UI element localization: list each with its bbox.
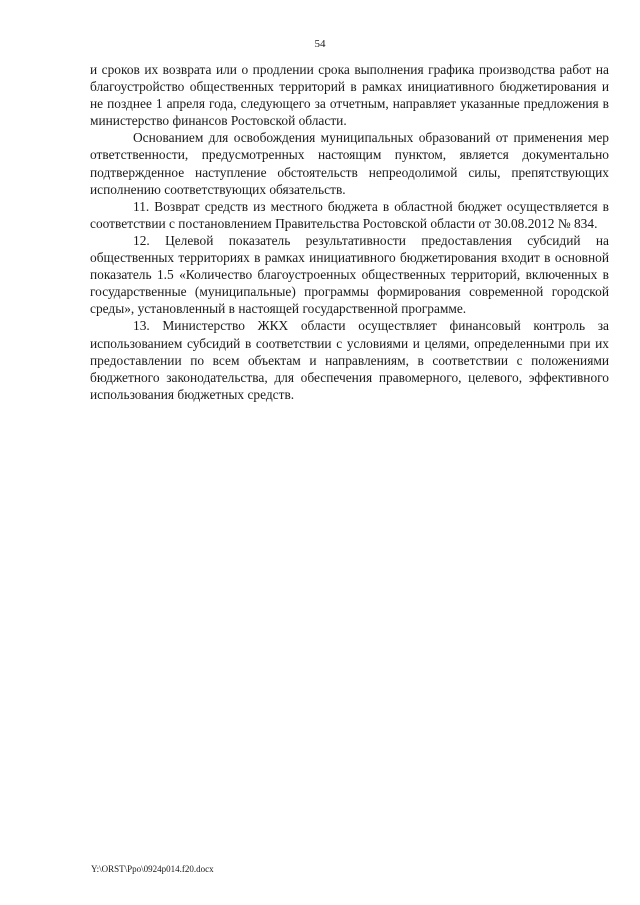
footer-file-path: Y:\ORST\Ppo\0924p014.f20.docx [91, 864, 214, 874]
paragraph-item-13: 13. Министерство ЖКХ области осуществляет финансовый контроль за использованием субсидий в соответствии с условиями и целями, определенными при их предоставлении по всем объектам и направлениям, в соответствии с положениями бюджетного законодательства, для обеспечения правомерного, целевого, эффективного использования бюджетных средств. [90, 318, 609, 402]
document-body [90, 61, 609, 403]
paragraph-item-11: 11. Возврат средств из местного бюджета в областной бюджет осуществляется в соответствии с постановлением Правительства Ростовской области от 30.08.2012 № 834. [90, 198, 609, 231]
paragraph-force-majeure: Основанием для освобождения муниципальных образований от применения мер ответственности, предусмотренных настоящим пунктом, является документально подтвержденное наступление обстоятельств непреодолимой силы, препятствующих исполнению соответствующих обязательств. [90, 130, 609, 197]
paragraph-item-12: 12. Целевой показатель результативности предоставления субсидий на общественных территориях в рамках инициативного бюджетирования входит в основной показатель 1.5 «Количество благоустроенных общественных территорий, включенных в государственные (муниципальные) программы формирования современной городской среды», установленный в настоящей государственной программе. [90, 232, 609, 317]
paragraph-continuation: и сроков их возврата или о продлении срока выполнения графика производства работ на благоустройство общественных территорий в рамках инициативного бюджетирования и не позднее 1 апреля года, следующего за отчетным, направляет указанные предложения в министерство финансов Ростовской области. [90, 62, 609, 129]
page-number: 54 [314, 38, 326, 50]
